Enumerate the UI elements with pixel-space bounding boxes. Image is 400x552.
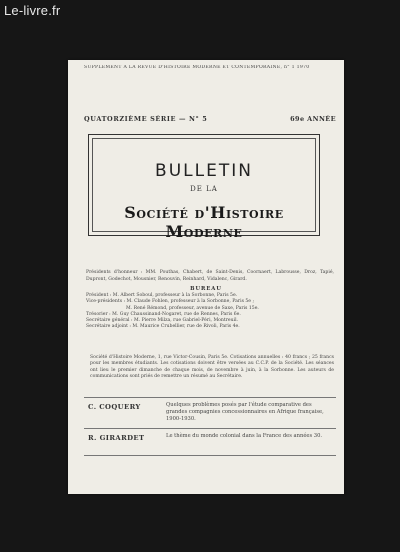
bureau-line: Trésorier : M. Guy Chaussinand-Nogaret, rue de Rennes, Paris 6e. [86,311,241,317]
series-number: QUATORZIÈME SÉRIE — N° 5 [84,115,208,123]
bureau-line: Vice-présidents : M. Claude Fohlen, professeur à la Sorbonne, Paris 5e ; [86,299,255,305]
bureau-line: Président : M. Albert Soboul, professeur à la Sorbonne, Paris 5e. [86,293,238,298]
watermark-logo: Le-livre.fr [4,3,61,18]
entry-author: R. GIRARDET [88,434,145,442]
bureau-line: Secrétaire général : M. Pierre Milza, rue Gabriel-Péri, Montreuil. [86,318,239,324]
supplement-line: SUPPLÉMENT À LA REVUE D'HISTOIRE MODERNE ET CONTEMPORAINE, n° 1 1970 [84,65,310,70]
entry-title: Le thème du monde colonial dans la France des années 30. [166,433,323,439]
bulletin-page [68,60,344,494]
divider [84,397,336,398]
year-label: 69e ANNÉE [290,115,336,123]
title-bulletin: BULLETIN [155,161,253,181]
society-notice: Société d'Histoire Moderne, 1, rue Victor-Cousin, Paris 5e. Cotisations annuelles : 40 francs ; 25 francs pour les membres étudiants. Les cotisations doivent être versées au C.C.P. de la Société. Les séances ont lieu le premier dimanche de chaque mois, de novembre à juin, à la Sorbonne. Les auteurs de communications sont priés de remettre un résumé au Secrétaire. [90,355,334,379]
bureau-line: Secrétaire adjoint : M. Maurice Crubellier, rue de Rivoli, Paris 4e. [86,324,240,330]
bureau-line: M. René Rémond, professeur, avenue de Saxe, Paris 15e. [126,305,259,311]
title-de-la: DE LA [190,185,218,193]
bureau-list [86,293,334,331]
title-societe: Société d'Histoire Moderne [124,203,284,241]
title-frame-inner [92,138,316,241]
divider [84,455,336,456]
bureau-heading: BUREAU [190,286,222,292]
entry-author: C. COQUERY [88,403,141,411]
title-frame [88,134,320,241]
honorary-presidents: Présidents d'honneur : MM. Pouthas, Chabert, de Saint-Denis, Coornaert, Labrousse, Droz, Tapié, Dupront, Godechot, Mousnier, Renouvin, Reinhard, Vidalenc, Girard. [86,270,334,282]
divider [84,428,336,429]
entry-title: Quelques problèmes posés par l'étude comparative des grandes compagnies concessionnaires en Afrique française, 1900-1930. [166,402,324,422]
